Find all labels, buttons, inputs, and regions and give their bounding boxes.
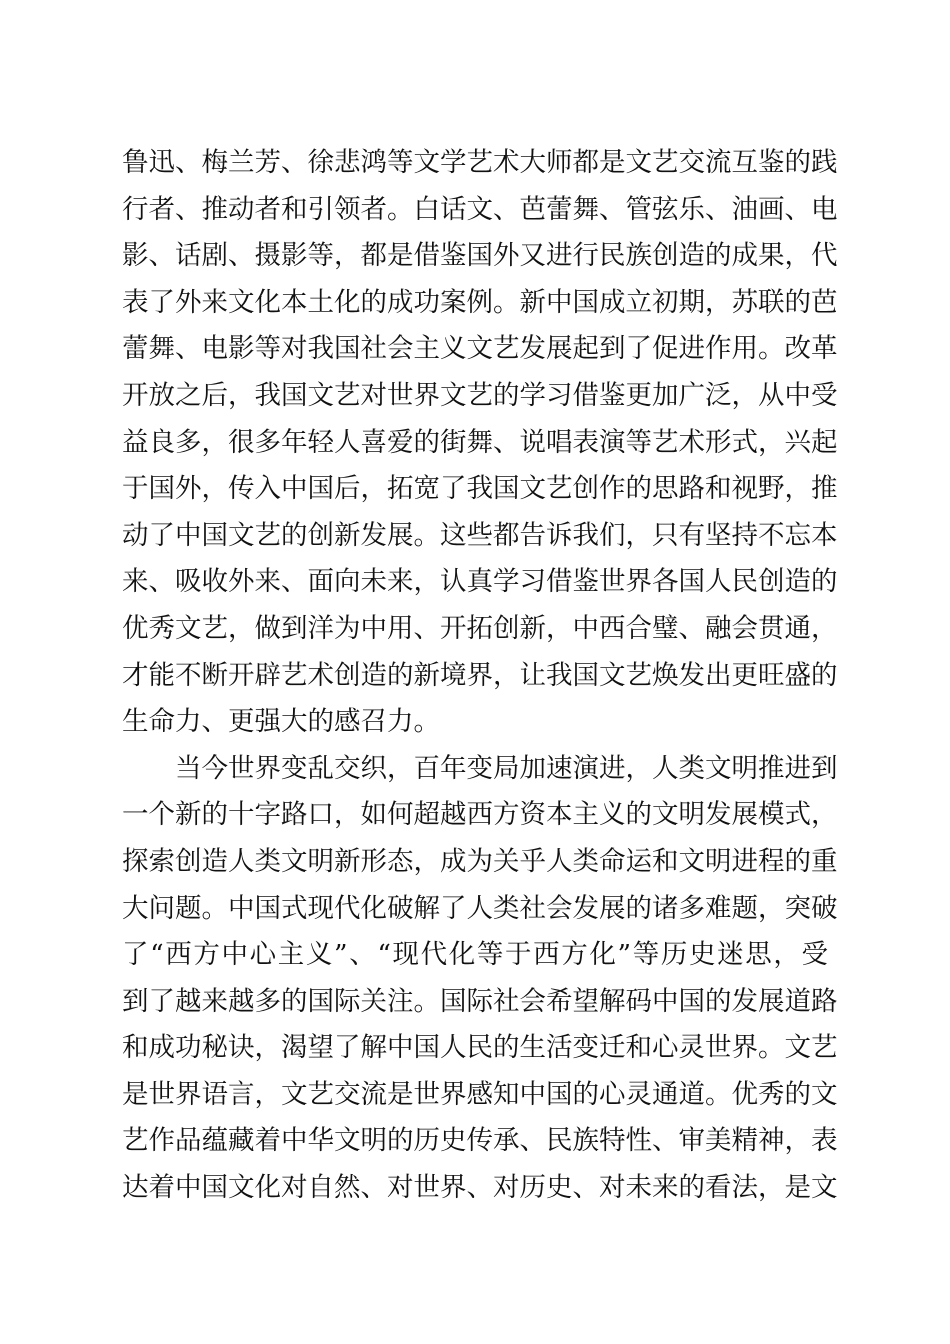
- text-line: 生命力、更强大的感召力。: [122, 706, 440, 738]
- text-line: 探索创造人类文明新形态，成为关乎人类命运和文明进程的重: [122, 845, 838, 877]
- text-line: 开放之后，我国文艺对世界文艺的学习借鉴更加广泛，从中受: [122, 379, 838, 411]
- paragraph-2: [122, 746, 838, 1212]
- text-line: 达着中国文化对自然、对世界、对历史、对未来的看法，是文: [122, 1172, 838, 1204]
- text-line: 一个新的十字路口，如何超越西方资本主义的文明发展模式，: [122, 799, 838, 831]
- text-line: 来、吸收外来、面向未来，认真学习借鉴世界各国人民创造的: [122, 566, 838, 598]
- text-line: 行者、推动者和引领者。白话文、芭蕾舞、管弦乐、油画、电: [122, 193, 838, 225]
- text-line: 是世界语言，文艺交流是世界感知中国的心灵通道。优秀的文: [122, 1078, 838, 1110]
- text-line: 了“西方中心主义”、“现代化等于西方化”等历史迷思，受: [122, 939, 828, 971]
- text-line: 优秀文艺，做到洋为中用、开拓创新，中西合璧、融会贯通，: [122, 612, 838, 644]
- text-line: 艺作品蕴藏着中华文明的历史传承、民族特性、审美精神，表: [122, 1125, 838, 1157]
- text-line: 于国外，传入中国后，拓宽了我国文艺创作的思路和视野，推: [122, 473, 838, 505]
- text-line: 大问题。中国式现代化破解了人类社会发展的诸多难题，突破: [122, 892, 838, 924]
- text-line: 鲁迅、梅兰芳、徐悲鸿等文学艺术大师都是文艺交流互鉴的践: [122, 147, 838, 178]
- text-line: 到了越来越多的国际关注。国际社会希望解码中国的发展道路: [122, 985, 838, 1017]
- text-line: 影、话剧、摄影等，都是借鉴国外又进行民族创造的成果，代: [122, 240, 838, 272]
- text-line: 才能不断开辟艺术创造的新境界，让我国文艺焕发出更旺盛的: [122, 659, 838, 691]
- text-line: 和成功秘诀，渴望了解中国人民的生活变迁和心灵世界。文艺: [122, 1032, 838, 1064]
- text-line: 蕾舞、电影等对我国社会主义文艺发展起到了促进作用。改革: [122, 333, 838, 365]
- text-line: 当今世界变乱交织，百年变局加速演进，人类文明推进到: [175, 752, 838, 784]
- text-line: 动了中国文艺的创新发展。这些都告诉我们，只有坚持不忘本: [122, 519, 838, 551]
- text-line: 益良多，很多年轻人喜爱的街舞、说唱表演等艺术形式，兴起: [122, 426, 838, 458]
- text-line: 表了外来文化本土化的成功案例。新中国成立初期，苏联的芭: [122, 286, 838, 318]
- paragraph-1: [122, 140, 838, 746]
- body-text: [122, 140, 838, 1212]
